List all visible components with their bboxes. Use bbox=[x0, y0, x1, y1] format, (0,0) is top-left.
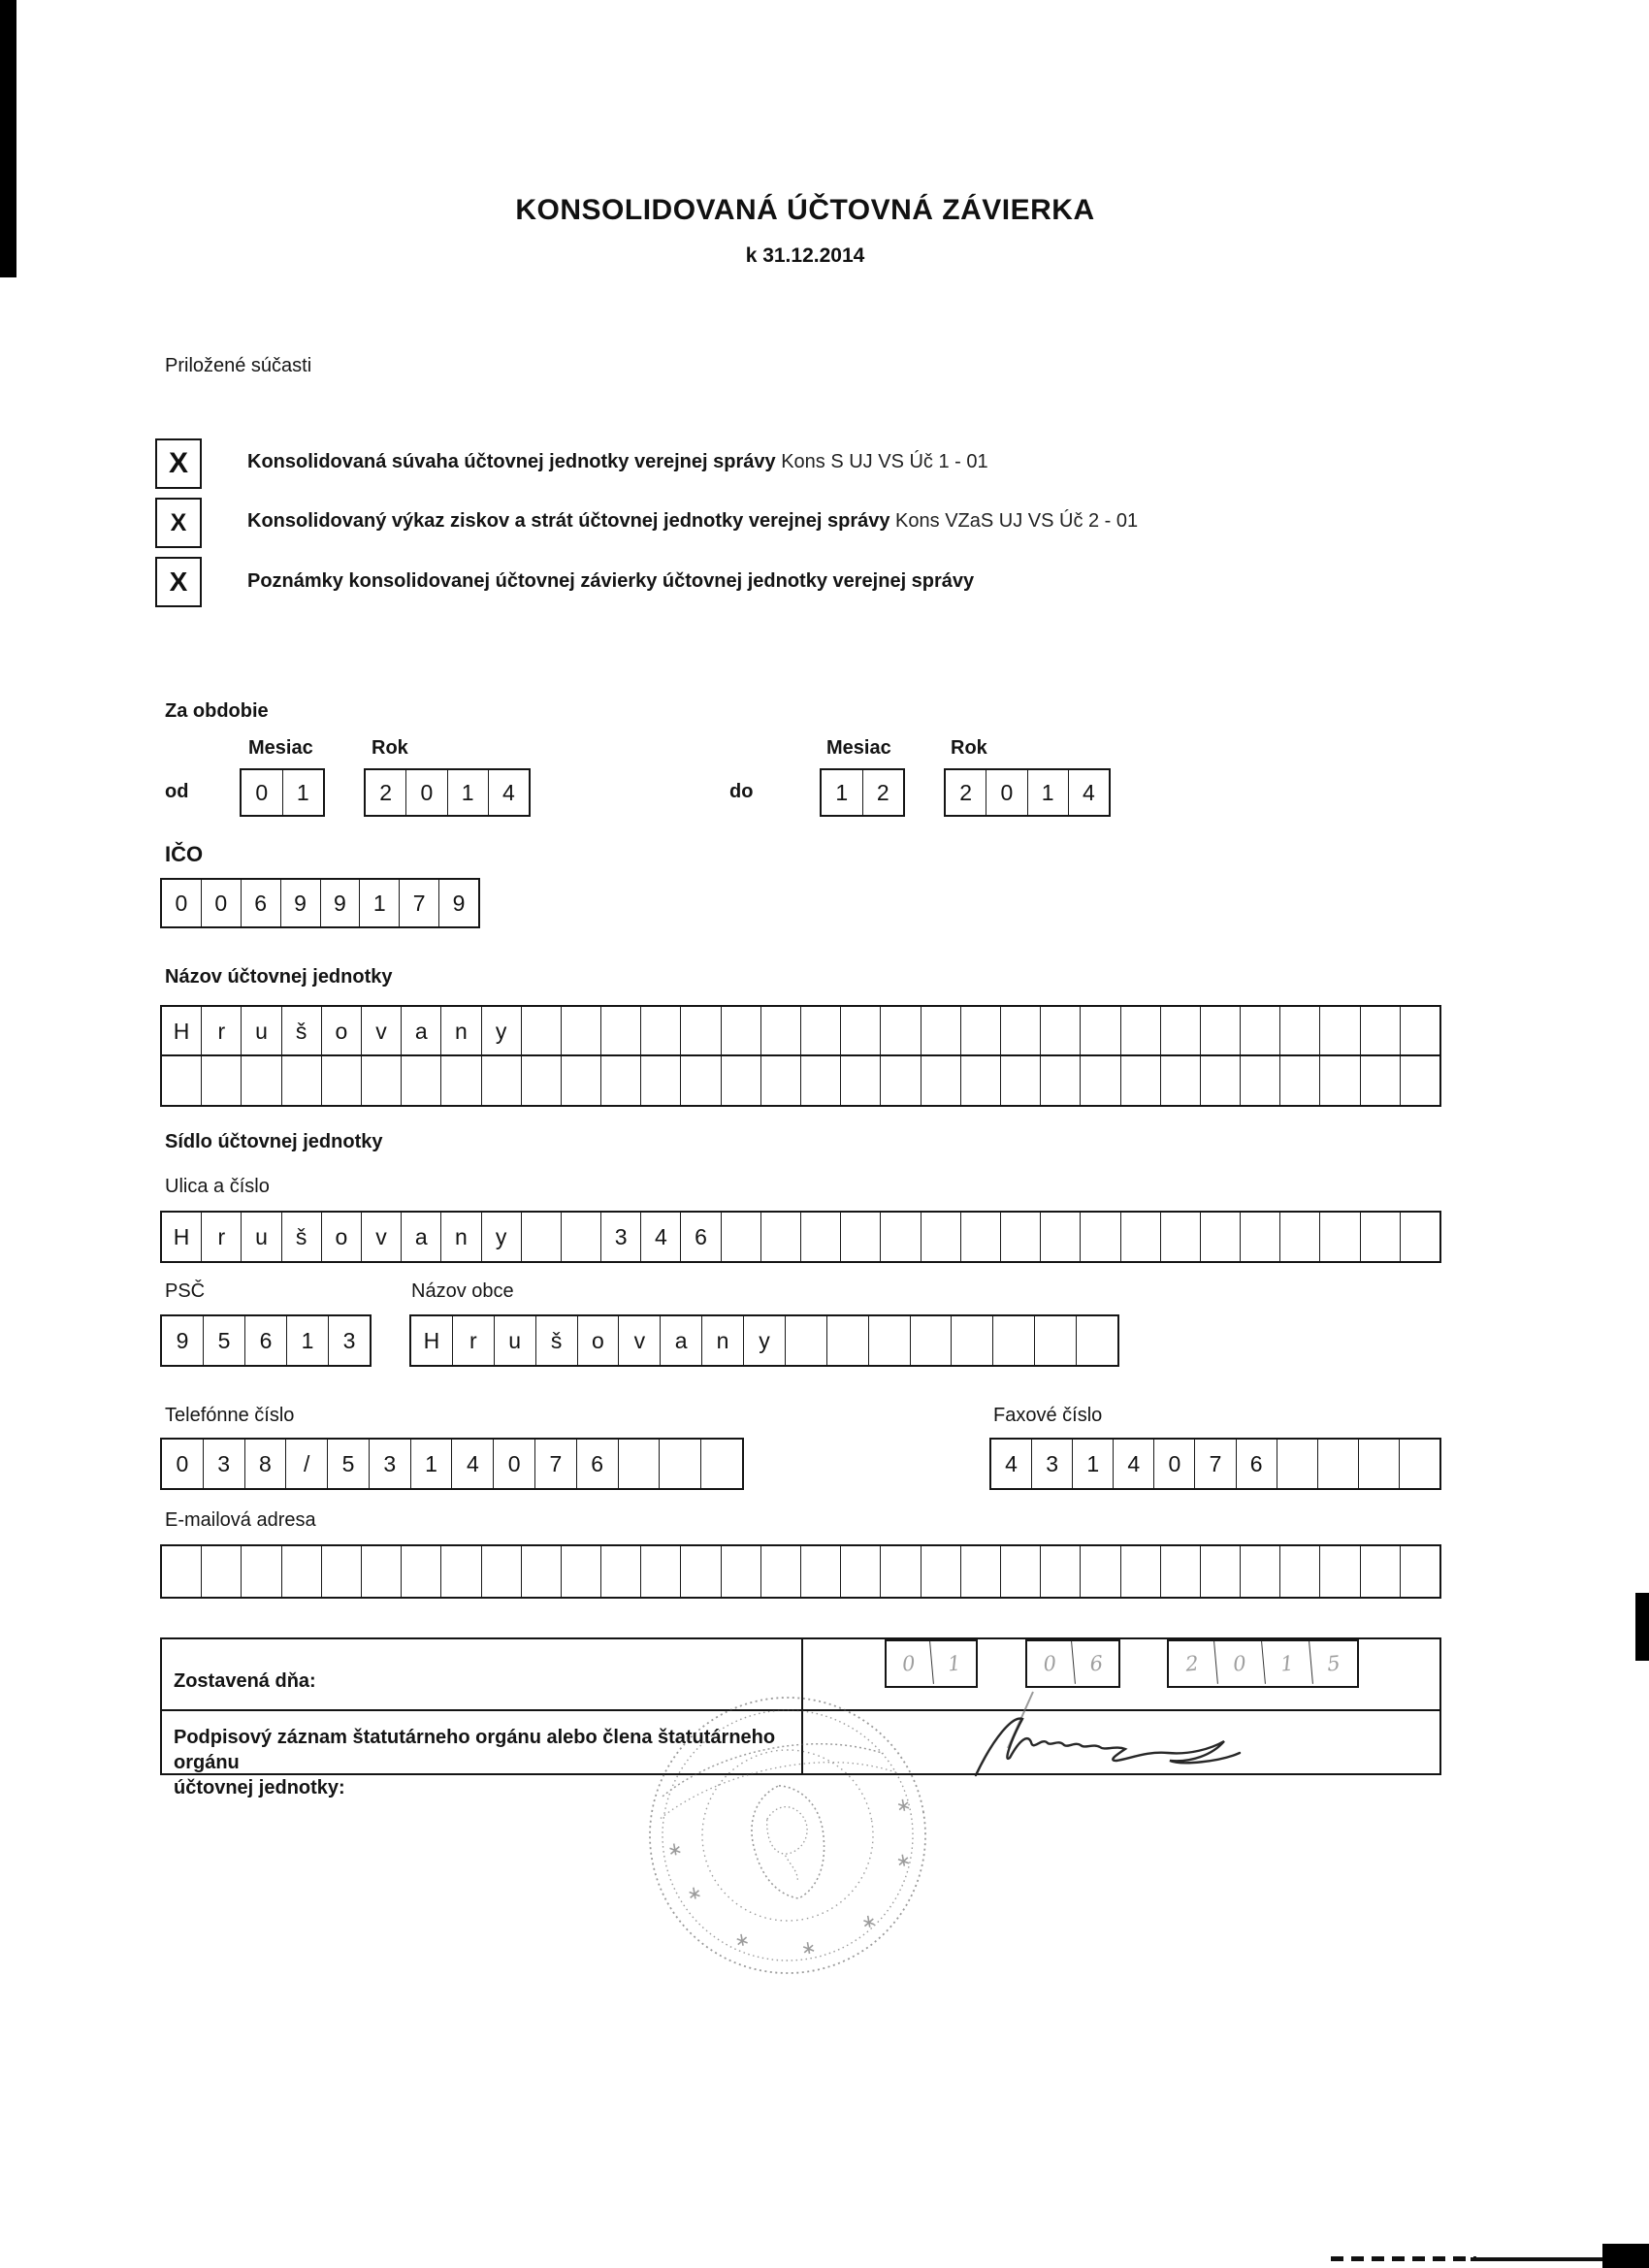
phone-label: Telefónne číslo bbox=[165, 1405, 295, 1426]
char-cell: u bbox=[495, 1316, 536, 1365]
attachment-2-label: Konsolidovaný výkaz ziskov a strát účtovnej jednotky verejnej správy bbox=[247, 510, 896, 532]
char-cell bbox=[162, 1546, 202, 1597]
page-title: KONSOLIDOVANÁ ÚČTOVNÁ ZÁVIERKA bbox=[515, 194, 1095, 226]
char-cell: 9 bbox=[162, 1316, 204, 1365]
char-cell: 3 bbox=[601, 1213, 641, 1261]
char-cell bbox=[562, 1546, 601, 1597]
char-cell: 1 bbox=[360, 880, 400, 926]
char-cell bbox=[911, 1316, 953, 1365]
scan-artifact-left-bar bbox=[0, 0, 16, 277]
char-cell bbox=[869, 1316, 911, 1365]
char-cell bbox=[722, 1213, 761, 1261]
attachment-1-code: Kons S UJ VS Úč 1 - 01 bbox=[781, 451, 988, 472]
char-cell: H bbox=[411, 1316, 453, 1365]
char-cell bbox=[282, 1056, 322, 1105]
char-cell bbox=[761, 1007, 801, 1055]
char-cell bbox=[601, 1007, 641, 1055]
char-cell: 1 bbox=[1073, 1440, 1114, 1488]
char-cell bbox=[881, 1546, 921, 1597]
char-cell bbox=[482, 1546, 522, 1597]
char-cell: 1 bbox=[411, 1440, 453, 1488]
char-cell bbox=[1077, 1316, 1117, 1365]
char-cell bbox=[722, 1546, 761, 1597]
char-cell bbox=[841, 1056, 881, 1105]
char-cell bbox=[1035, 1316, 1077, 1365]
char-cell bbox=[1361, 1007, 1401, 1055]
char-cell bbox=[722, 1007, 761, 1055]
period-from-month-grid bbox=[240, 768, 325, 817]
char-cell bbox=[562, 1007, 601, 1055]
char-cell: 0 bbox=[242, 770, 283, 815]
char-cell: u bbox=[242, 1007, 281, 1055]
char-cell bbox=[722, 1056, 761, 1105]
char-cell bbox=[1359, 1440, 1400, 1488]
char-cell: 1 bbox=[287, 1316, 329, 1365]
date-compiled-label: Zostavená dňa: bbox=[174, 1670, 316, 1692]
period-to-year-grid bbox=[944, 768, 1111, 817]
date-month-grid bbox=[1025, 1639, 1120, 1688]
char-cell bbox=[761, 1546, 801, 1597]
checkbox-notes bbox=[155, 557, 202, 607]
char-cell bbox=[1241, 1007, 1280, 1055]
char-cell bbox=[1041, 1213, 1081, 1261]
char-cell bbox=[1401, 1546, 1439, 1597]
char-cell bbox=[1241, 1546, 1280, 1597]
char-cell bbox=[993, 1316, 1035, 1365]
char-cell: 1 bbox=[822, 770, 863, 815]
char-cell bbox=[1121, 1056, 1161, 1105]
char-cell: y bbox=[482, 1007, 522, 1055]
attachment-3-label: Poznámky konsolidovanej účtovnej závierky účtovnej jednotky verejnej správy bbox=[247, 570, 975, 592]
char-cell: 2 bbox=[1167, 1639, 1218, 1688]
phone-grid bbox=[160, 1438, 744, 1490]
char-cell bbox=[701, 1440, 742, 1488]
char-cell bbox=[1001, 1546, 1041, 1597]
char-cell: a bbox=[402, 1007, 441, 1055]
char-cell bbox=[1361, 1056, 1401, 1105]
signature bbox=[970, 1711, 1290, 1779]
char-cell bbox=[1320, 1546, 1360, 1597]
date-year-grid bbox=[1167, 1639, 1359, 1688]
char-cell bbox=[881, 1007, 921, 1055]
char-cell: n bbox=[441, 1007, 481, 1055]
char-cell bbox=[441, 1546, 481, 1597]
char-cell bbox=[522, 1007, 562, 1055]
char-cell bbox=[402, 1546, 441, 1597]
char-cell: 5 bbox=[1326, 1651, 1342, 1676]
char-cell bbox=[641, 1056, 681, 1105]
month-label-to: Mesiac bbox=[826, 737, 891, 759]
char-cell bbox=[1081, 1546, 1120, 1597]
char-cell: 2 bbox=[946, 770, 986, 815]
attachment-item-3 bbox=[247, 570, 1508, 593]
char-cell: 0 bbox=[202, 880, 242, 926]
char-cell bbox=[1280, 1007, 1320, 1055]
char-cell bbox=[441, 1056, 481, 1105]
char-cell bbox=[1401, 1056, 1439, 1105]
char-cell bbox=[1361, 1213, 1401, 1261]
char-cell bbox=[1081, 1007, 1120, 1055]
char-cell: 3 bbox=[1032, 1440, 1073, 1488]
char-cell bbox=[601, 1056, 641, 1105]
char-cell: r bbox=[202, 1213, 242, 1261]
char-cell bbox=[660, 1440, 701, 1488]
char-cell: 0 bbox=[1154, 1440, 1195, 1488]
char-cell bbox=[1121, 1007, 1161, 1055]
ico-grid bbox=[160, 878, 480, 928]
char-cell bbox=[961, 1056, 1001, 1105]
char-cell: H bbox=[162, 1007, 202, 1055]
char-cell bbox=[1001, 1213, 1041, 1261]
char-cell bbox=[1320, 1007, 1360, 1055]
char-cell bbox=[562, 1056, 601, 1105]
char-cell: 1 bbox=[1262, 1639, 1313, 1688]
attachments-heading: Priložené súčasti bbox=[165, 355, 312, 376]
char-cell: 0 bbox=[162, 880, 202, 926]
char-cell bbox=[1081, 1056, 1120, 1105]
char-cell bbox=[801, 1056, 841, 1105]
char-cell bbox=[482, 1056, 522, 1105]
checkbox-x-mark: X bbox=[170, 508, 187, 536]
char-cell bbox=[1041, 1007, 1081, 1055]
char-cell bbox=[1041, 1056, 1081, 1105]
char-cell bbox=[1400, 1440, 1439, 1488]
signatory-label-line2: účtovnej jednotky: bbox=[174, 1777, 345, 1798]
char-cell: o bbox=[322, 1213, 362, 1261]
char-cell: 9 bbox=[281, 880, 321, 926]
signatory-label-line1: Podpisový záznam štatutárneho orgánu alebo člena štatutárneho orgánu bbox=[174, 1727, 776, 1773]
char-cell: 6 bbox=[1237, 1440, 1277, 1488]
char-cell: 3 bbox=[370, 1440, 411, 1488]
char-cell: 1 bbox=[296, 779, 309, 805]
char-cell: y bbox=[482, 1213, 522, 1261]
char-cell bbox=[522, 1213, 562, 1261]
char-cell bbox=[1201, 1546, 1241, 1597]
town-label: Názov obce bbox=[411, 1280, 514, 1302]
char-cell: 0 bbox=[1214, 1639, 1266, 1688]
char-cell: v bbox=[619, 1316, 661, 1365]
char-cell bbox=[922, 1056, 961, 1105]
char-cell: a bbox=[661, 1316, 702, 1365]
char-cell bbox=[1361, 1546, 1401, 1597]
char-cell: š bbox=[536, 1316, 578, 1365]
entity-name-label: Názov účtovnej jednotky bbox=[165, 966, 393, 988]
char-cell bbox=[1161, 1213, 1201, 1261]
char-cell: o bbox=[578, 1316, 620, 1365]
char-cell bbox=[922, 1213, 961, 1261]
char-cell bbox=[1201, 1007, 1241, 1055]
char-cell: 5 bbox=[328, 1440, 370, 1488]
char-cell bbox=[202, 1056, 242, 1105]
char-cell: 1 bbox=[946, 1651, 961, 1676]
char-cell bbox=[841, 1007, 881, 1055]
scan-artifact-right-tab bbox=[1635, 1593, 1649, 1661]
char-cell: 0 bbox=[406, 770, 447, 815]
year-label-from: Rok bbox=[372, 737, 408, 759]
char-cell bbox=[1121, 1546, 1161, 1597]
checkbox-x-mark: X bbox=[169, 567, 188, 597]
char-cell: r bbox=[202, 1007, 242, 1055]
char-cell bbox=[681, 1546, 721, 1597]
period-from-label: od bbox=[165, 781, 189, 802]
char-cell: a bbox=[402, 1213, 441, 1261]
char-cell bbox=[1001, 1007, 1041, 1055]
char-cell: 4 bbox=[641, 1213, 681, 1261]
char-cell: š bbox=[282, 1213, 322, 1261]
ico-label: IČO bbox=[165, 842, 204, 866]
page-subtitle: k 31.12.2014 bbox=[745, 244, 865, 267]
town-grid bbox=[409, 1314, 1119, 1367]
scan-artifact-dashes bbox=[1331, 2256, 1476, 2261]
char-cell: 6 bbox=[577, 1440, 619, 1488]
char-cell: 7 bbox=[400, 880, 439, 926]
char-cell bbox=[801, 1007, 841, 1055]
checkbox-balance-sheet bbox=[155, 438, 202, 489]
char-cell bbox=[522, 1546, 562, 1597]
char-cell: 0 bbox=[1025, 1639, 1075, 1688]
char-cell: 4 bbox=[1114, 1440, 1154, 1488]
char-cell: 4 bbox=[452, 1440, 494, 1488]
period-to-month-grid bbox=[820, 768, 905, 817]
char-cell: u bbox=[242, 1213, 281, 1261]
char-cell: n bbox=[702, 1316, 744, 1365]
date-day-grid bbox=[885, 1639, 978, 1688]
char-cell bbox=[162, 1056, 202, 1105]
char-cell: 0 bbox=[885, 1639, 933, 1688]
char-cell bbox=[242, 1056, 281, 1105]
char-cell bbox=[1280, 1546, 1320, 1597]
char-cell bbox=[761, 1213, 801, 1261]
char-cell: 1 bbox=[1028, 770, 1069, 815]
char-cell: 1 bbox=[448, 770, 489, 815]
char-cell bbox=[1401, 1213, 1439, 1261]
char-cell: 8 bbox=[245, 1440, 287, 1488]
char-cell bbox=[1201, 1056, 1241, 1105]
char-cell bbox=[1161, 1007, 1201, 1055]
char-cell: o bbox=[322, 1007, 362, 1055]
char-cell bbox=[322, 1546, 362, 1597]
entity-name-grid-row1 bbox=[160, 1005, 1441, 1057]
char-cell bbox=[1320, 1056, 1360, 1105]
char-cell: 6 bbox=[245, 1316, 287, 1365]
char-cell bbox=[681, 1007, 721, 1055]
char-cell bbox=[202, 1546, 242, 1597]
char-cell bbox=[841, 1213, 881, 1261]
entity-name-grid-row2 bbox=[160, 1054, 1441, 1107]
char-cell bbox=[801, 1213, 841, 1261]
attachment-item-2 bbox=[247, 510, 1508, 533]
char-cell bbox=[322, 1056, 362, 1105]
char-cell bbox=[601, 1546, 641, 1597]
year-label-to: Rok bbox=[951, 737, 987, 759]
char-cell: 6 bbox=[1088, 1651, 1104, 1676]
char-cell bbox=[402, 1056, 441, 1105]
char-cell bbox=[619, 1440, 661, 1488]
month-label-from: Mesiac bbox=[248, 737, 313, 759]
char-cell bbox=[922, 1007, 961, 1055]
period-heading: Za obdobie bbox=[165, 700, 269, 722]
char-cell: š bbox=[282, 1007, 322, 1055]
char-cell bbox=[761, 1056, 801, 1105]
email-grid bbox=[160, 1544, 1441, 1599]
scan-artifact-line bbox=[1471, 2257, 1612, 2261]
attachment-2-code: Kons VZaS UJ VS Úč 2 - 01 bbox=[895, 510, 1139, 532]
char-cell bbox=[922, 1546, 961, 1597]
char-cell bbox=[1241, 1056, 1280, 1105]
char-cell bbox=[961, 1007, 1001, 1055]
char-cell bbox=[1001, 1056, 1041, 1105]
period-to-label: do bbox=[729, 781, 754, 802]
seat-heading: Sídlo účtovnej jednotky bbox=[165, 1131, 383, 1152]
email-label: E-mailová adresa bbox=[165, 1509, 316, 1531]
char-cell bbox=[1320, 1213, 1360, 1261]
char-cell: r bbox=[453, 1316, 495, 1365]
street-grid bbox=[160, 1211, 1441, 1263]
char-cell: / bbox=[286, 1440, 328, 1488]
char-cell bbox=[881, 1056, 921, 1105]
char-cell bbox=[1241, 1213, 1280, 1261]
char-cell bbox=[641, 1007, 681, 1055]
char-cell bbox=[786, 1316, 827, 1365]
char-cell bbox=[961, 1213, 1001, 1261]
char-cell bbox=[562, 1213, 601, 1261]
char-cell: n bbox=[441, 1213, 481, 1261]
char-cell bbox=[522, 1056, 562, 1105]
char-cell: 7 bbox=[1195, 1440, 1236, 1488]
char-cell bbox=[1161, 1056, 1201, 1105]
char-cell bbox=[242, 1546, 281, 1597]
checkbox-profit-loss bbox=[155, 498, 202, 548]
char-cell bbox=[1401, 1007, 1439, 1055]
char-cell: 3 bbox=[342, 1327, 356, 1353]
char-cell: 0 bbox=[986, 770, 1027, 815]
char-cell: 5 bbox=[204, 1316, 245, 1365]
period-from-year-grid bbox=[364, 768, 531, 817]
char-cell bbox=[1041, 1546, 1081, 1597]
char-cell bbox=[827, 1316, 869, 1365]
official-stamp bbox=[640, 1690, 936, 1981]
char-cell: y bbox=[744, 1316, 786, 1365]
char-cell: v bbox=[362, 1213, 402, 1261]
char-cell bbox=[641, 1546, 681, 1597]
char-cell: 6 bbox=[681, 1213, 721, 1261]
char-cell bbox=[362, 1056, 402, 1105]
char-cell bbox=[1318, 1440, 1359, 1488]
char-cell bbox=[961, 1546, 1001, 1597]
char-cell bbox=[1161, 1546, 1201, 1597]
attachment-item-1 bbox=[247, 451, 1460, 473]
char-cell: 3 bbox=[204, 1440, 245, 1488]
char-cell: 9 bbox=[452, 890, 466, 916]
psc-label: PSČ bbox=[165, 1280, 206, 1302]
char-cell bbox=[1081, 1213, 1120, 1261]
psc-grid bbox=[160, 1314, 372, 1367]
char-cell bbox=[681, 1056, 721, 1105]
street-label: Ulica a číslo bbox=[165, 1176, 270, 1197]
char-cell: H bbox=[162, 1213, 202, 1261]
char-cell: v bbox=[362, 1007, 402, 1055]
fax-label: Faxové číslo bbox=[993, 1405, 1103, 1426]
scan-artifact-corner-blob bbox=[1602, 2244, 1649, 2268]
char-cell bbox=[952, 1316, 993, 1365]
char-cell bbox=[1280, 1056, 1320, 1105]
char-cell bbox=[1201, 1213, 1241, 1261]
char-cell: 4 bbox=[1082, 779, 1095, 805]
char-cell bbox=[1277, 1440, 1318, 1488]
char-cell: 0 bbox=[162, 1440, 204, 1488]
char-cell: 2 bbox=[876, 779, 889, 805]
fax-grid bbox=[989, 1438, 1441, 1490]
char-cell bbox=[282, 1546, 322, 1597]
char-cell: 6 bbox=[242, 880, 281, 926]
char-cell bbox=[801, 1546, 841, 1597]
attachment-1-label: Konsolidovaná súvaha účtovnej jednotky verejnej správy bbox=[247, 451, 782, 472]
char-cell bbox=[841, 1546, 881, 1597]
char-cell bbox=[1280, 1213, 1320, 1261]
checkbox-x-mark: X bbox=[168, 447, 188, 479]
char-cell bbox=[1121, 1213, 1161, 1261]
char-cell: 4 bbox=[501, 779, 515, 805]
char-cell: 7 bbox=[535, 1440, 577, 1488]
char-cell bbox=[881, 1213, 921, 1261]
char-cell: 9 bbox=[321, 880, 361, 926]
char-cell: 4 bbox=[991, 1440, 1032, 1488]
char-cell bbox=[362, 1546, 402, 1597]
char-cell: 0 bbox=[494, 1440, 535, 1488]
char-cell: 2 bbox=[366, 770, 406, 815]
